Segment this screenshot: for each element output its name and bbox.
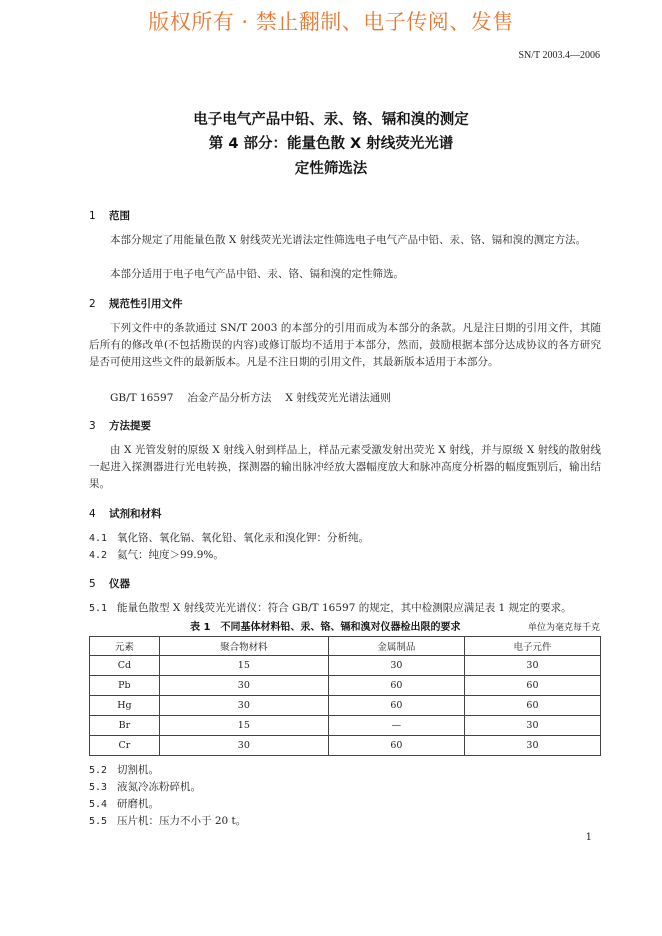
section-4-heading [89,506,162,521]
section-5-title: 仪器 [109,578,130,590]
item-text: 氧化铬、氧化镉、氧化铅、氧化汞和溴化钾：分析纯。 [117,532,369,544]
table-cell: Pb [90,676,160,696]
standard-code: SN/T 2003.4—2006 [518,50,600,61]
section-3-number: 3 [89,420,96,432]
item-number: 5.1 [89,603,108,614]
section-2-paragraph: 下列文件中的条款通过 SN/T 2003 的本部分的引用而成为本部分的条款。凡是注日期的引用文件，其随后所有的修改单(不包括勘误的内容)或修订版均不适用于本部分，然而，鼓励根据本部分达成协议的各方研究是否可使用这些文件的最新版本。凡是不注日期的引用文件，其最新版本适用于本部分。 [89,322,601,368]
table-cell: 30 [464,716,600,736]
item-text: 研磨机。 [117,798,159,810]
page-number: 1 [585,832,592,843]
section-2-title: 规范性引用文件 [109,298,183,310]
item-5-1 [89,600,572,615]
item-number: 5.2 [89,765,108,776]
item-text: 能量色散型 X 射线荧光光谱仪：符合 GB/T 16597 的规定，其中检测限应满足表 1 规定的要求。 [117,602,572,614]
table-cell: 60 [328,696,464,716]
item-4-2 [89,547,224,562]
section-1-heading [89,208,130,223]
section-1-title: 范围 [109,210,130,222]
section-2-number: 2 [89,298,96,310]
item-4-1 [89,530,369,545]
table-cell: 15 [159,656,328,676]
table-cell: 60 [328,676,464,696]
section-1-paragraph-1: 本部分规定了用能量色散 X 射线荧光光谱法定性筛选电子电气产品中铅、汞、铬、镉和溴的测定方法。 [110,234,587,246]
table-cell: 60 [328,736,464,756]
table-caption: 表 1 不同基体材料铅、汞、铬、镉和溴对仪器检出限的要求 [190,622,461,633]
item-number: 4.2 [89,550,108,561]
table-row [90,716,601,736]
copyright-watermark: 版权所有 · 禁止翻制、电子传阅、发售 [148,10,514,34]
normative-reference [110,390,391,405]
table-cell: 60 [464,696,600,716]
item-text: 氦气：纯度＞99.9%。 [117,549,224,561]
table-row [90,696,601,716]
section-3-paragraph: 由 X 光管发射的原级 X 射线入射到样品上，样品元素受激发射出荧光 X 射线，并与原级 X 射线的散射线一起进入探测器进行光电转换，探测器的输出脉冲经放大器幅度放大和脉冲高度分析器的幅度甄别后，输出结果。 [89,444,601,490]
section-4-title: 试剂和材料 [109,508,162,520]
section-3-heading [89,418,151,433]
item-number: 5.5 [89,816,108,827]
header-cell: 电子元件 [464,637,600,656]
table-cell: 30 [464,656,600,676]
table-cell: Cd [90,656,160,676]
section-2-heading [89,296,183,311]
item-number: 5.3 [89,782,108,793]
header-cell: 元素 [90,637,160,656]
table-unit: 单位为毫克每千克 [527,623,600,633]
header-cell: 聚合物材料 [159,637,328,656]
item-5-2 [89,762,159,777]
table-cell: — [328,716,464,736]
section-5-number: 5 [89,578,96,590]
section-5-heading [89,576,130,591]
section-3-title: 方法提要 [109,420,151,432]
title-line-2: 第 4 部分：能量色散 X 射线荧光光谱 [208,136,454,152]
item-5-3 [89,779,201,794]
item-number: 5.4 [89,799,108,810]
item-number: 4.1 [89,533,108,544]
table-cell: 60 [464,676,600,696]
item-text: 液氮冷冻粉碎机。 [117,781,201,793]
section-1-number: 1 [89,210,96,222]
table-cell: 30 [464,736,600,756]
table-row [90,656,601,676]
table-cell: 30 [328,656,464,676]
item-5-5 [89,813,246,828]
item-5-4 [89,796,159,811]
reference-code: GB/T 16597 [110,392,174,404]
detection-limit-table [89,636,601,756]
reference-title: 冶金产品分析方法 [187,392,272,404]
table-header-row [90,637,601,656]
table-cell: 30 [159,676,328,696]
table-row [90,676,601,696]
table-cell: 30 [159,696,328,716]
section-1-paragraph-2: 本部分适用于电子电气产品中铅、汞、铬、镉和溴的定性筛选。 [110,268,404,280]
section-4-number: 4 [89,508,96,520]
item-text: 压片机：压力不小于 20 t。 [117,815,247,827]
reference-title-2: X 射线荧光光谱法通则 [285,392,391,404]
table-cell: Hg [90,696,160,716]
table-cell: 15 [159,716,328,736]
item-text: 切割机。 [117,764,159,776]
table-row [90,736,601,756]
table-cell: 30 [159,736,328,756]
title-line-1: 电子电气产品中铅、汞、铬、镉和溴的测定 [193,112,469,128]
table-cell: Br [90,716,160,736]
title-line-3: 定性筛选法 [294,161,368,177]
header-cell: 金属制品 [328,637,464,656]
table-cell: Cr [90,736,160,756]
